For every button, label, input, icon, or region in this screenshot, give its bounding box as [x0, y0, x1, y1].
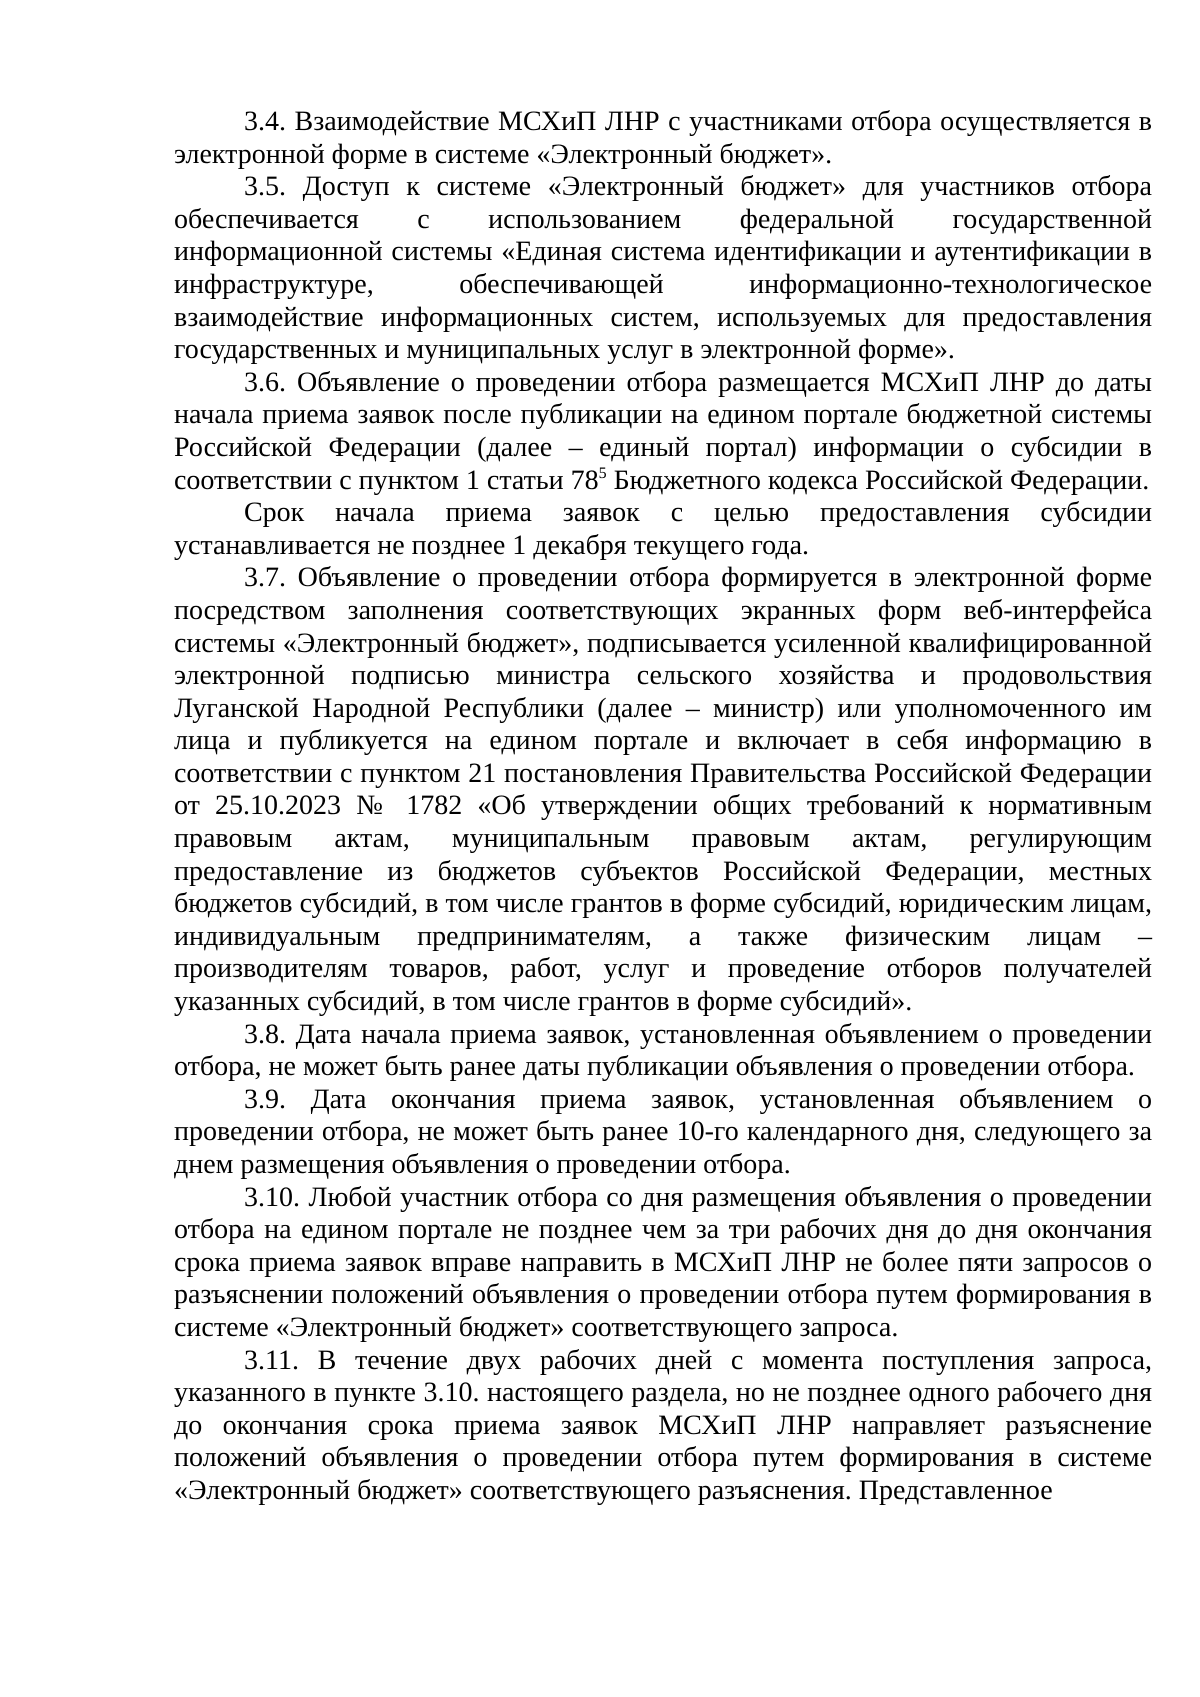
- paragraph-3-5: 3.5. Доступ к системе «Электронный бюджет» для участников отбора обеспечивается с использованием федеральной государственной информационной системы «Единая система идентификации и аутентификации в инфраструктуре, обеспечивающей информационно-технологическое взаимодействие информационных систем, используемых для предоставления государственных и муниципальных услуг в электронной форме».: [174, 171, 1152, 366]
- paragraph-3-6-text: 3.6. Объявление о проведении отбора размещается МСХиП ЛНР до даты начала приема заявок после публикации на едином портале бюджетной системы Российской Федерации (далее – единый портал) информации о субсидии в соответствии с пунктом 1 статьи 78: [174, 366, 1152, 496]
- paragraph-3-9: 3.9. Дата окончания приема заявок, установленная объявлением о проведении отбора, не может быть ранее 10-го календарного дня, следующего за днем размещения объявления о проведении отбора.: [174, 1083, 1152, 1180]
- superscript-5: 5: [598, 464, 607, 482]
- document-page: [174, 106, 1152, 1508]
- paragraph-deadline: Срок начала приема заявок с целью предоставления субсидии устанавливается не позднее 1 декабря текущего года.: [174, 497, 1152, 561]
- paragraph-3-11: 3.11. В течение двух рабочих дней с момента поступления запроса, указанного в пункте 3.10. настоящего раздела, но не позднее одного рабочего дня до окончания срока приема заявок МСХиП ЛНР направляет разъяснение положений объявления о проведении отбора путем формирования в системе «Электронный бюджет» соответствующего разъяснения. Представленное: [174, 1344, 1152, 1506]
- paragraph-3-6-text-end: Бюджетного кодекса Российской Федерации.: [606, 464, 1150, 496]
- paragraph-3-4: 3.4. Взаимодействие МСХиП ЛНР с участниками отбора осуществляется в электронной форме в системе «Электронный бюджет».: [174, 106, 1152, 170]
- paragraph-3-6: [174, 367, 1152, 497]
- paragraph-3-10: 3.10. Любой участник отбора со дня размещения объявления о проведении отбора на едином портале не позднее чем за три рабочих дня до дня окончания срока приема заявок вправе направить в МСХиП ЛНР не более пяти запросов о разъяснении положений объявления о проведении отбора путем формирования в системе «Электронный бюджет» соответствующего запроса.: [174, 1181, 1152, 1343]
- paragraph-3-8: 3.8. Дата начала приема заявок, установленная объявлением о проведении отбора, не может быть ранее даты публикации объявления о проведении отбора.: [174, 1018, 1152, 1083]
- paragraph-3-7: 3.7. Объявление о проведении отбора формируется в электронной форме посредством заполнения соответствующих экранных форм веб-интерфейса системы «Электронный бюджет», подписывается усиленной квалифицированной электронной подписью министра сельского хозяйства и продовольствия Луганской Народной Республики (далее – министр) или уполномоченного им лица и публикуется на едином портале и включает в себя информацию в соответствии с пунктом 21 постановления Правительства Российской Федерации от 25.10.2023 № 1782 «Об утверждении общих требований к нормативным правовым актам, муниципальным правовым актам, регулирующим предоставление из бюджетов субъектов Российской Федерации, местных бюджетов субсидий, в том числе грантов в форме субсидий, юридическим лицам, индивидуальным предпринимателям, а также физическим лицам – производителям товаров, работ, услуг и проведение отборов получателей указанных субсидий, в том числе грантов в форме субсидий».: [174, 562, 1152, 1018]
